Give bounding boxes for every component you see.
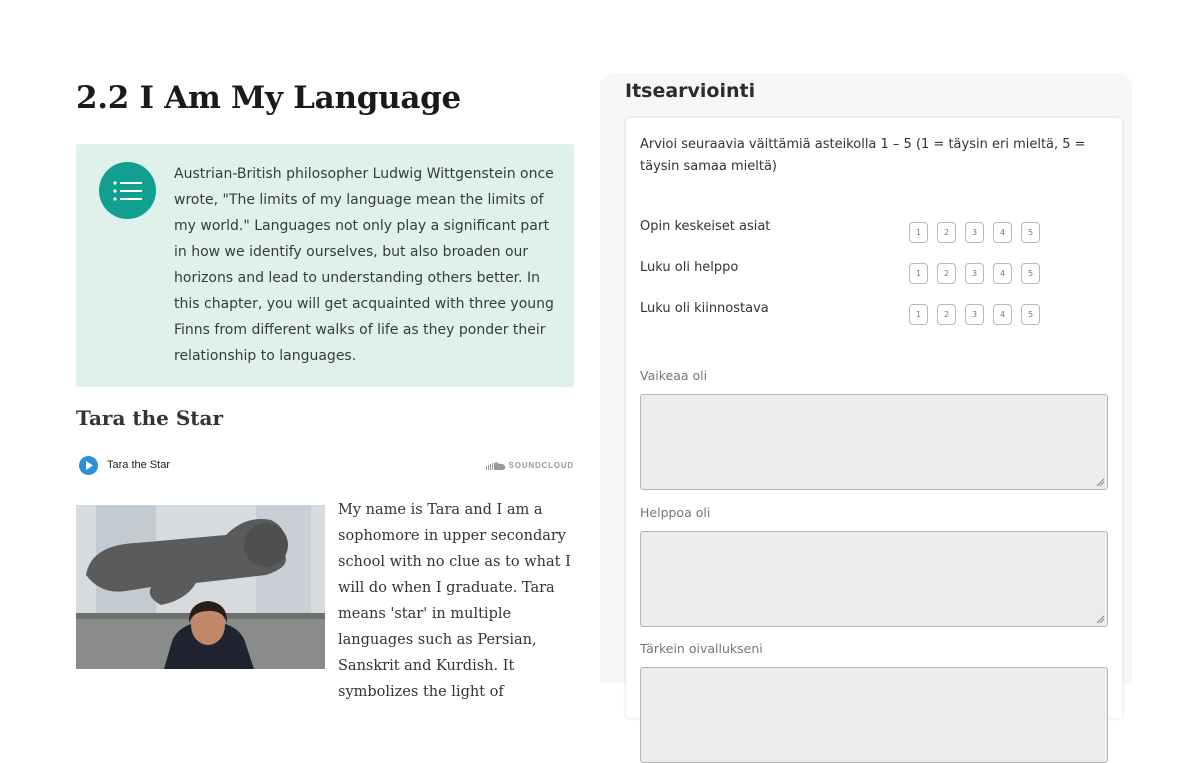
rating-row: [640, 260, 1110, 282]
track-title[interactable]: Tara the Star: [107, 459, 170, 471]
field-label: Vaikeaa oli: [640, 368, 708, 383]
rating-option[interactable]: 3: [965, 263, 984, 284]
rating-option[interactable]: 5: [1021, 222, 1040, 243]
rating-option[interactable]: 4: [993, 263, 1012, 284]
rating-row: [640, 219, 1110, 241]
rating-option[interactable]: 5: [1021, 304, 1040, 325]
section-title: Tara the Star: [76, 406, 224, 430]
field-label: Helppoa oli: [640, 505, 711, 520]
self-assessment-title: Itsearviointi: [625, 80, 756, 102]
intro-text: Austrian-British philosopher Ludwig Wittgenstein once wrote, "The limits of my language mean the limits of my world." Languages not only play a significant part in how we identify ourselves, but also broaden our horizons and lead to understanding others better. In this chapter, you will get acquainted with three young Finns from different walks of life as they ponder their relationship to languages.: [174, 166, 554, 364]
soundcloud-logo[interactable]: [486, 461, 574, 470]
rating-scale: [909, 222, 1040, 243]
rating-option[interactable]: 1: [909, 222, 928, 243]
soundcloud-player[interactable]: [79, 454, 574, 476]
rating-label: Luku oli helppo: [640, 260, 739, 275]
chapter-content: [76, 70, 574, 700]
page-title: 2.2 I Am My Language: [76, 80, 461, 116]
field-label: Tärkein oivallukseni: [640, 641, 763, 656]
rating-option[interactable]: 2: [937, 263, 956, 284]
soundcloud-label: SOUNDCLOUD: [508, 460, 574, 470]
tara-story-text: My name is Tara and I am a sophomore in upper secondary school with no clue as to what I will do when I graduate. Tara means 'star' in multiple languages such as Persian, Sanskrit and Kurdish. It symbolizes the light of: [338, 502, 571, 700]
play-icon: [85, 461, 93, 470]
rating-option[interactable]: 4: [993, 222, 1012, 243]
rating-option[interactable]: 1: [909, 263, 928, 284]
rating-option[interactable]: 3: [965, 304, 984, 325]
rating-option[interactable]: 5: [1021, 263, 1040, 284]
rating-option[interactable]: 4: [993, 304, 1012, 325]
self-assessment-panel: [600, 73, 1132, 683]
list-icon: [99, 162, 156, 219]
rating-scale: [909, 304, 1040, 325]
easy-textarea[interactable]: [640, 531, 1108, 627]
insight-textarea[interactable]: [640, 667, 1108, 763]
rating-option[interactable]: 2: [937, 222, 956, 243]
intro-box: [76, 144, 574, 387]
resize-handle-icon[interactable]: [1096, 478, 1104, 486]
difficult-textarea[interactable]: [640, 394, 1108, 490]
tara-photo: [76, 505, 325, 669]
rating-option[interactable]: 2: [937, 304, 956, 325]
self-assessment-form: [626, 118, 1122, 718]
rating-label: Luku oli kiinnostava: [640, 301, 769, 316]
rating-option[interactable]: 3: [965, 222, 984, 243]
instructions-text: Arvioi seuraavia väittämiä asteikolla 1 – 5 (1 = täysin eri mieltä, 5 = täysin samaa mieltä): [640, 137, 1086, 174]
rating-row: [640, 301, 1110, 323]
rating-scale: [909, 263, 1040, 284]
play-button[interactable]: [79, 456, 98, 475]
rating-option[interactable]: 1: [909, 304, 928, 325]
soundcloud-icon: [486, 461, 506, 470]
resize-handle-icon[interactable]: [1096, 615, 1104, 623]
rating-label: Opin keskeiset asiat: [640, 219, 771, 234]
